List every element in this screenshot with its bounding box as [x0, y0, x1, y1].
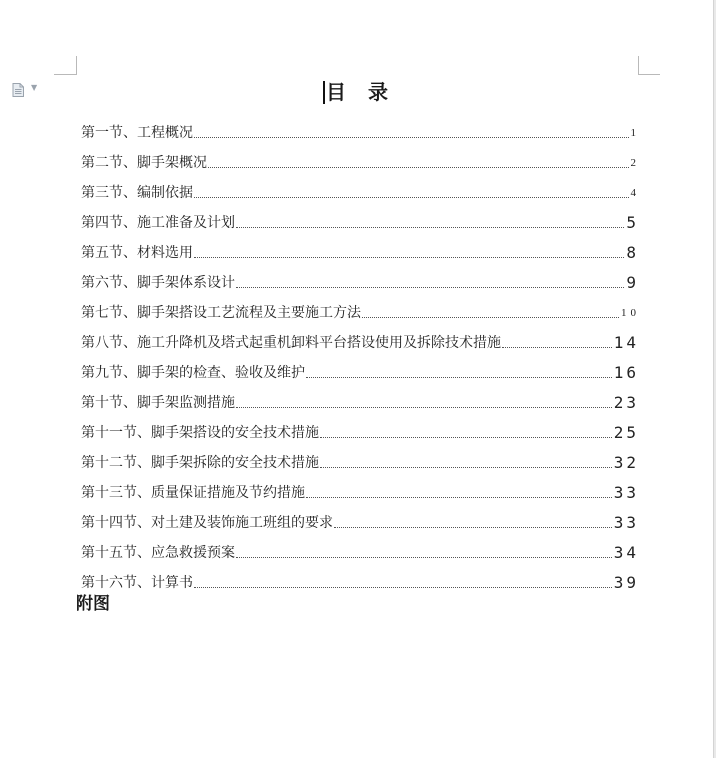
crop-mark-top-right-horizontal [638, 74, 660, 75]
toc-entry-label: 第十六节、计算书 [81, 575, 193, 591]
title-char-2: 录 [368, 80, 388, 104]
toc-leader-dots [194, 197, 629, 198]
appendix-heading: 附图 [76, 594, 110, 614]
toc-entry[interactable] [81, 233, 639, 263]
toc-entry[interactable] [81, 263, 639, 293]
toc-entry[interactable] [81, 533, 639, 563]
toc-entry-label: 第九节、脚手架的检查、验收及维护 [81, 365, 305, 381]
toc-entry-label: 第六节、脚手架体系设计 [81, 275, 235, 291]
toc-leader-dots [306, 377, 612, 378]
toc-leader-dots [362, 317, 619, 318]
toc-leader-dots [194, 587, 612, 588]
toc-entry-label: 第三节、编制依据 [81, 185, 193, 201]
toc-entry-page: 33 [613, 513, 639, 532]
toc-leader-dots [236, 557, 612, 558]
toc-entry-label: 第八节、施工升降机及塔式起重机卸料平台搭设使用及拆除技术措施 [81, 335, 501, 351]
toc-entry-page: 4 [630, 187, 640, 199]
document-icon[interactable] [12, 82, 24, 96]
toc-entry[interactable] [81, 383, 639, 413]
toc-entry-page: 9 [626, 273, 639, 292]
toc-entry-page: 33 [613, 483, 639, 502]
toc-entry[interactable] [81, 113, 640, 143]
toc-leader-dots [306, 497, 612, 498]
toc-entry-page: 8 [626, 243, 639, 262]
toc-entry[interactable] [81, 143, 640, 173]
toc-entry-label: 第十一节、脚手架搭设的安全技术措施 [81, 425, 319, 441]
toc-leader-dots [334, 527, 612, 528]
toc-entry-page: 16 [613, 363, 639, 382]
toc-entry-label: 第二节、脚手架概况 [81, 155, 207, 171]
toc-entry[interactable] [81, 323, 639, 353]
crop-mark-top-left-vertical [76, 56, 77, 74]
toc-leader-dots [502, 347, 612, 348]
toc-leader-dots [236, 407, 612, 408]
toc-entry[interactable] [81, 293, 640, 323]
toc-leader-dots [194, 137, 629, 138]
toc-entry-page: 5 [626, 213, 639, 232]
toc-entry-page: 1 [630, 127, 640, 139]
chevron-down-icon[interactable]: ▼ [31, 83, 38, 92]
crop-mark-top-left-horizontal [54, 74, 77, 75]
toc-entry-page: 23 [613, 393, 639, 412]
toc-entry-label: 第十三节、质量保证措施及节约措施 [81, 485, 305, 501]
toc-leader-dots [208, 167, 629, 168]
toc-entry[interactable] [81, 353, 639, 383]
toc-entry-label: 第十二节、脚手架拆除的安全技术措施 [81, 455, 319, 471]
toc-entry-page: 39 [613, 573, 639, 592]
toc-entry[interactable] [81, 503, 639, 533]
text-cursor [323, 81, 325, 104]
crop-mark-top-right-vertical [638, 56, 639, 74]
toc-entry[interactable] [81, 173, 640, 203]
toc-entry-label: 第十节、脚手架监测措施 [81, 395, 235, 411]
toc-entry[interactable] [81, 203, 639, 233]
toc-leader-dots [236, 227, 624, 228]
title-char-1: 目 [326, 80, 346, 104]
toc-entry-page: 14 [613, 333, 639, 352]
toc-leader-dots [194, 257, 624, 258]
toc-entry-label: 第一节、工程概况 [81, 125, 193, 141]
toc-entry[interactable] [81, 563, 639, 593]
toc-leader-dots [236, 287, 624, 288]
table-of-contents [81, 113, 640, 593]
toc-entry-label: 第十四节、对土建及装饰施工班组的要求 [81, 515, 333, 531]
toc-entry-page: 34 [613, 543, 639, 562]
toc-entry-label: 第十五节、应急救援预案 [81, 545, 235, 561]
toc-entry-page: 2 [630, 157, 640, 169]
toc-entry-label: 第四节、施工准备及计划 [81, 215, 235, 231]
toc-entry-page: 32 [613, 453, 639, 472]
page-title [326, 80, 388, 104]
toc-entry-label: 第七节、脚手架搭设工艺流程及主要施工方法 [81, 305, 361, 321]
toc-leader-dots [320, 437, 612, 438]
toc-entry-page: 25 [613, 423, 639, 442]
toc-entry[interactable] [81, 413, 639, 443]
toc-entry-label: 第五节、材料选用 [81, 245, 193, 261]
toc-entry[interactable] [81, 473, 639, 503]
toc-entry[interactable] [81, 443, 639, 473]
toc-leader-dots [320, 467, 612, 468]
toc-entry-page: 10 [621, 307, 640, 319]
